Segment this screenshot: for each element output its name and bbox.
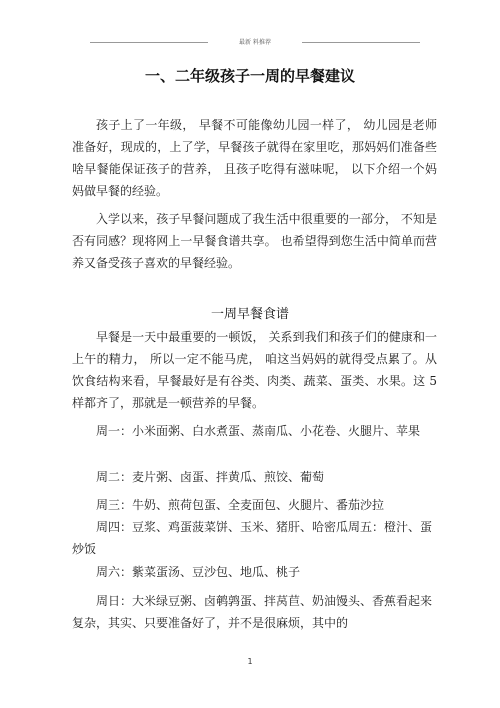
intro-paragraph-1: 孩子上了一年级， 早餐不可能像幼儿园一样了， 幼儿园是老师准备好，现成的，上了学，早餐孩子就得在家里吃，那妈妈们准备些啥早餐能保证孩子的营养， 且孩子吃得有滋味呢， 以下介绍一个妈妈做早餐的经验。 [72,118,437,198]
section-subtitle: 一周早餐食谱 [210,307,289,322]
menu-wednesday: 周三：牛奶、煎荷包蛋、全麦面包、火腿片、番茄沙拉 [96,498,385,512]
menu-thursday-friday: 周四：豆浆、鸡蛋菠菜饼、玉米、猪肝、哈密瓜周五：橙汁、蛋炒饭 [72,520,433,556]
page-number: 1 [247,657,253,666]
menu-saturday: 周六：紫菜蛋汤、豆沙包、地瓜、桃子 [96,565,301,579]
menu-tuesday: 周二：麦片粥、卤蛋、拌黄瓜、煎饺、葡萄 [96,470,325,484]
menu-sunday: 周日：大米绿豆粥、卤鹌鹑蛋、拌莴苣、奶油馒头、香蕉看起来复杂，其实、只要准备好了，并不是很麻烦，其中的 [72,594,433,630]
header-rule [90,37,420,47]
section-paragraph: 早餐是一天中最重要的一顿饭， 关系到我们和孩子们的健康和一上午的精力， 所以一定不能马虎， 咱这当妈妈的就得受点累了。从饮食结构来看，早餐最好是有谷类、肉类、蔬菜、蛋类、水果。这 5 样都齐了，那就是一顿营养的早餐。 [72,330,437,410]
menu-monday: 周一：小米面粥、白水煮蛋、蒸南瓜、小花卷、火腿片、苹果 [96,424,421,438]
document-title: 一、二年级孩子一周的早餐建议 [144,67,355,85]
header-tagline: 最新 料推荐 [239,39,271,46]
intro-paragraph-2: 入学以来，孩子早餐问题成了我生活中很重要的一部分， 不知是否有同感？现将网上一早餐食谱共享。 也希望得到您生活中简单而营养又备受孩子喜欢的早餐经验。 [72,212,437,270]
header-line-right [302,42,420,43]
header-line-left [90,42,208,43]
